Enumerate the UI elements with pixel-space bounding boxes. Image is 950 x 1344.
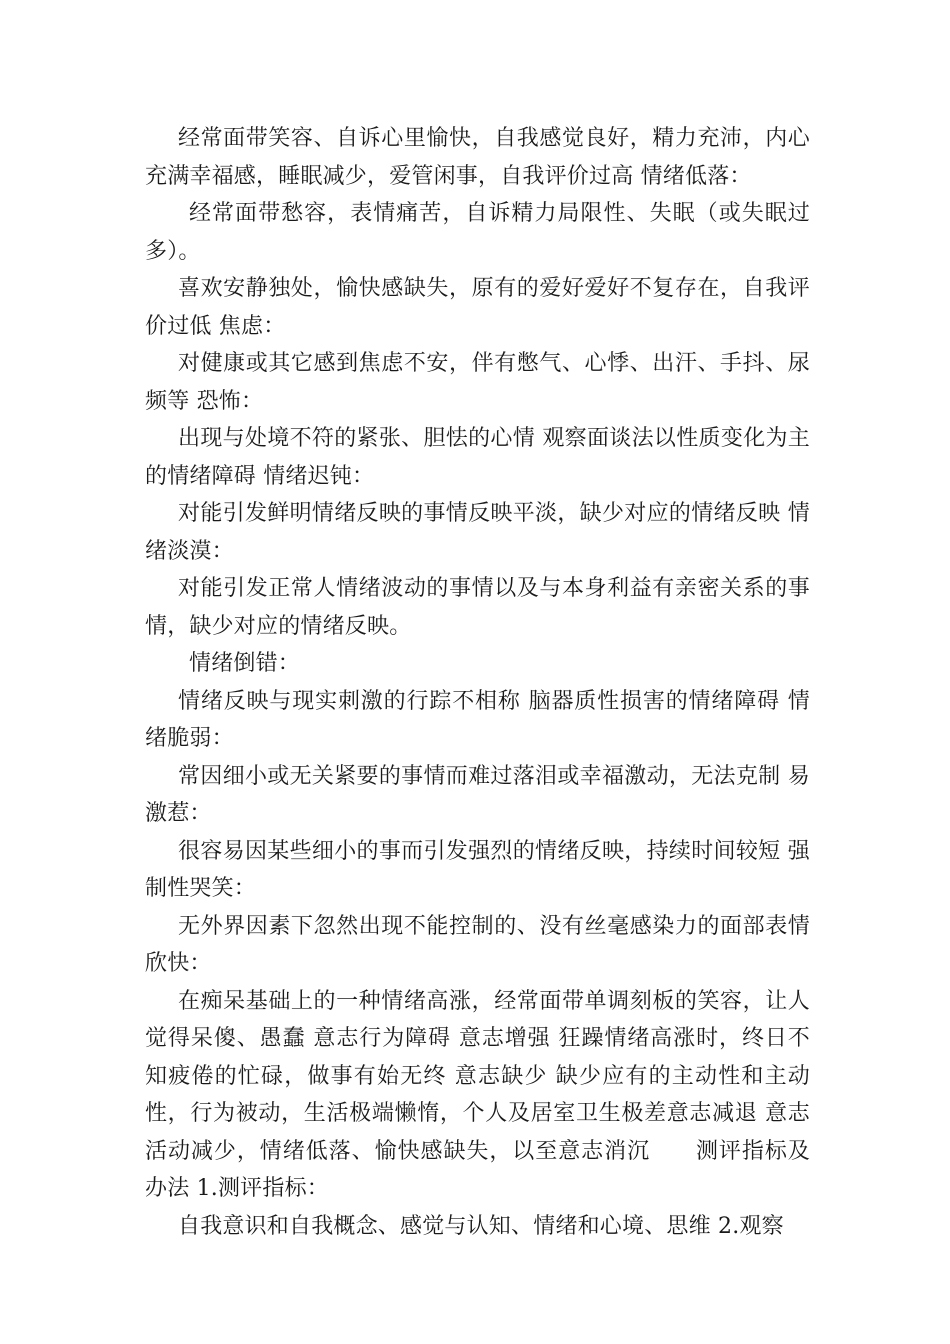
paragraph-6: 对能引发鲜明情绪反映的事情反映平淡，缺少对应的情绪反映 情绪淡漠： bbox=[145, 501, 810, 564]
paragraph-8: 情绪倒错： bbox=[189, 651, 301, 676]
paragraph-14: 自我意识和自我概念、感觉与认知、情绪和心境、思维 2.观察 bbox=[178, 1213, 784, 1239]
paragraph-9: 情绪反映与现实刺激的行踪不相称 脑器质性损害的情绪障碍 情绪脆弱： bbox=[145, 688, 810, 751]
document-body bbox=[145, 120, 810, 1245]
paragraph-3: 喜欢安静独处，愉快感缺失，原有的爱好爱好不复存在，自我评价过低 焦虑： bbox=[145, 276, 810, 339]
paragraph-12: 无外界因素下忽然出现不能控制的、没有丝毫感染力的面部表情 欣快： bbox=[145, 913, 810, 976]
paragraph-7: 对能引发正常人情绪波动的事情以及与本身利益有亲密关系的事情，缺少对应的情绪反映。 bbox=[145, 576, 810, 639]
paragraph-1: 经常面带笑容、自诉心里愉快，自我感觉良好，精力充沛，内心充满幸福感，睡眠减少，爱管闲事，自我评价过高 情绪低落： bbox=[145, 126, 810, 189]
paragraph-10: 常因细小或无关紧要的事情而难过落泪或幸福激动，无法克制 易激惹： bbox=[145, 763, 810, 826]
paragraph-2: 经常面带愁容，表情痛苦，自诉精力局限性、失眠（或失眠过多）。 bbox=[145, 201, 810, 264]
paragraph-11: 很容易因某些细小的事而引发强烈的情绪反映，持续时间较短 强制性哭笑： bbox=[145, 838, 810, 901]
paragraph-5: 出现与处境不符的紧张、胆怯的心情 观察面谈法以性质变化为主的情绪障碍 情绪迟钝： bbox=[145, 426, 810, 489]
paragraph-4: 对健康或其它感到焦虑不安，伴有憋气、心悸、出汗、手抖、尿频等 恐怖： bbox=[145, 351, 810, 414]
paragraph-13: 在痴呆基础上的一种情绪高涨，经常面带单调刻板的笑容，让人觉得呆傻、愚蠢 意志行为障碍 意志增强 狂躁情绪高涨时，终日不知疲倦的忙碌，做事有始无终 意志缺少 缺少应有的主动性和主动性，行为被动，生活极端懒惰，个人及居室卫生极差意志减退 意志活动减少，情绪低落、愉快感缺失，以至意志消沉 测评指标及办法 1.测评指标： bbox=[145, 988, 810, 1201]
